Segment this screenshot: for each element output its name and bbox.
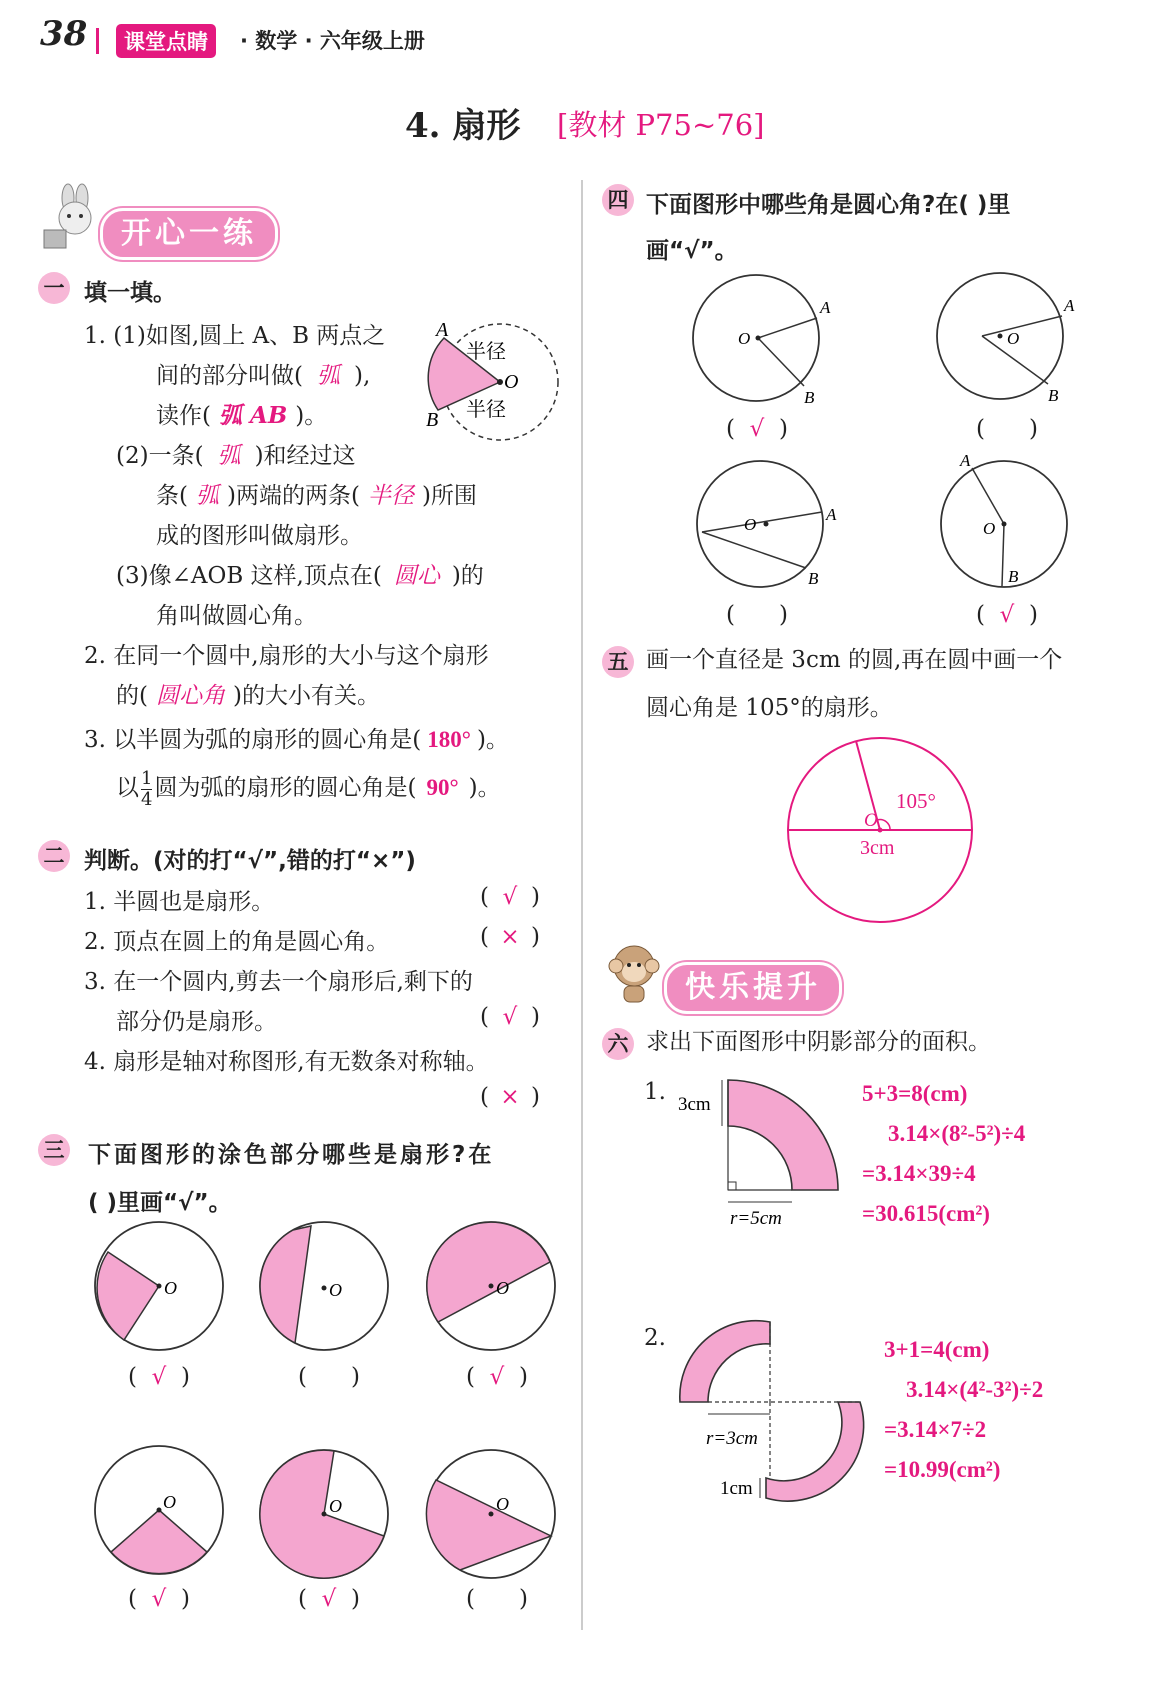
svg-text:B: B <box>804 388 815 407</box>
page-number: 38 <box>40 14 88 54</box>
section-title: 判断。(对的打“√”,错的打“×”) <box>84 848 416 874</box>
answer-paren: ( ) <box>976 416 1038 442</box>
solution-line: 3.14×(4²-3²)÷2 <box>906 1377 1044 1402</box>
svg-text:O: O <box>164 1278 177 1298</box>
radius-label: 半径 <box>466 399 506 421</box>
judge-item: 4. 扇形是轴对称图形,有无数条对称轴。 <box>84 1049 489 1075</box>
svg-text:A: A <box>820 298 831 317</box>
rabbit-mascot-icon <box>38 182 108 256</box>
series-tag: 课堂点睛 <box>116 24 216 58</box>
svg-text:O: O <box>329 1280 342 1300</box>
problem-number: 2. <box>644 1325 666 1351</box>
answer-text: 弧 <box>316 363 340 389</box>
svg-text:B: B <box>808 569 819 588</box>
svg-text:O: O <box>738 329 751 348</box>
half-ring-figure <box>670 1318 870 1518</box>
q3-line-b: 以 $\frac{1}{4}$ 圆为弧的扇形的圆心角是( 90° )。 <box>116 767 501 810</box>
answer-paren: ( ) <box>726 602 788 628</box>
solution-line: =10.99(cm²) <box>884 1457 1001 1482</box>
answer-paren: ( ) <box>466 1586 528 1612</box>
svg-text:O: O <box>1007 329 1020 348</box>
q1-1-line-b: 间的部分叫做( 弧 ), <box>156 363 371 389</box>
svg-text:O: O <box>744 515 757 534</box>
answer-paren: ( ) <box>298 1364 360 1390</box>
answer-text: 弧 AB <box>218 402 288 429</box>
section-number: 四 <box>602 184 634 216</box>
answer-paren: ( × ) <box>480 1084 540 1110</box>
q3-line-a: 3. 以半圆为弧的扇形的圆心角是( 180° )。 <box>84 727 509 753</box>
sector-figure <box>420 314 570 454</box>
svg-text:3cm: 3cm <box>678 1094 711 1115</box>
solution-line: 3+1=4(cm) <box>884 1337 990 1362</box>
point-a-label: A <box>436 319 449 341</box>
quarter-ring-figure <box>670 1072 850 1232</box>
answer-text: 半径 <box>367 483 414 509</box>
q1-1-line-c: 读作( 弧 AB )。 <box>156 402 328 429</box>
q2-line-b: 的( 圆心角 )的大小有关。 <box>116 683 380 709</box>
svg-text:1cm: 1cm <box>720 1478 753 1499</box>
judge-item: 1. 半圆也是扇形。 <box>84 889 275 915</box>
answer-paren: ( √ ) <box>128 1586 190 1612</box>
answer-paren: ( √ ) <box>480 1004 540 1030</box>
svg-text:O: O <box>983 519 996 538</box>
svg-text:A: A <box>826 505 837 524</box>
point-o-label: O <box>504 371 519 393</box>
svg-text:O: O <box>496 1494 509 1514</box>
section-title: 填一填。 <box>84 280 176 306</box>
solution-line: =3.14×7÷2 <box>884 1417 987 1442</box>
section-number: 六 <box>602 1028 634 1060</box>
svg-text:3cm: 3cm <box>860 837 895 859</box>
section-title-cont: 圆心角是 105°的扇形。 <box>646 695 893 721</box>
q1-3-line-a: (3)像∠AOB 这样,顶点在( 圆心 )的 <box>116 563 484 589</box>
answer-text: 弧 <box>217 443 241 469</box>
answer-paren: ( √ ) <box>466 1364 528 1390</box>
solution-line: =30.615(cm²) <box>862 1201 990 1226</box>
section-title-cont: 画“√”。 <box>646 238 738 264</box>
answer-text: 弧 <box>195 483 219 509</box>
svg-text:O: O <box>163 1492 176 1512</box>
page-title: 4. 扇形 <box>405 106 521 146</box>
section-number: 五 <box>602 646 634 678</box>
section-title: 求出下面图形中阴影部分的面积。 <box>646 1029 991 1055</box>
svg-text:O: O <box>864 810 878 831</box>
practice-banner: 开心一练 <box>100 208 278 260</box>
advance-banner: 快乐提升 <box>664 962 842 1014</box>
section-title: 画一个直径是 3cm 的圆,再在圆中画一个 <box>646 647 1063 673</box>
judge-item: 3. 在一个圆内,剪去一个扇形后,剩下的 <box>84 969 473 995</box>
section-title-cont: ( )里画“√”。 <box>88 1190 232 1216</box>
q1-1-line-a: 1. (1)如图,圆上 A、B 两点之 <box>84 323 386 349</box>
section-number: 三 <box>38 1134 70 1166</box>
sector-drawing <box>780 730 980 930</box>
svg-text:A: A <box>960 451 971 470</box>
textbook-reference: [教材 P75~76] <box>557 108 765 142</box>
header-divider <box>96 28 99 54</box>
monkey-mascot-icon <box>600 936 670 1010</box>
answer-paren: ( √ ) <box>976 602 1038 628</box>
column-divider <box>581 180 583 1630</box>
svg-text:O: O <box>496 1278 509 1298</box>
solution-line: 5+3=8(cm) <box>862 1081 968 1106</box>
svg-text:r=5cm: r=5cm <box>730 1208 782 1229</box>
problem-number: 1. <box>644 1079 666 1105</box>
section-title: 下面图形的涂色部分哪些是扇形?在 <box>88 1142 495 1168</box>
answer-text: 180° <box>427 727 471 752</box>
q1-2-line-c: 成的图形叫做扇形。 <box>156 523 363 549</box>
q1-2-line-a: (2)一条( 弧 )和经过这 <box>116 443 356 469</box>
svg-text:B: B <box>1048 386 1059 405</box>
section-title: 下面图形中哪些角是圆心角?在( )里 <box>646 192 1011 218</box>
header-subtitle: · 数学 · 六年级上册 <box>240 29 425 53</box>
answer-text: 圆心角 <box>155 683 225 709</box>
answer-text: 90° <box>426 775 459 800</box>
q1-2-line-b: 条( 弧 )两端的两条( 半径 )所围 <box>156 483 477 509</box>
answer-paren: ( √ ) <box>726 416 788 442</box>
sector-choice-figures <box>80 1218 580 1618</box>
answer-paren: ( × ) <box>480 924 540 950</box>
svg-text:r=3cm: r=3cm <box>706 1428 758 1449</box>
q2-line-a: 2. 在同一个圆中,扇形的大小与这个扇形 <box>84 643 489 669</box>
judge-item: 部分仍是扇形。 <box>116 1009 277 1035</box>
radius-label: 半径 <box>466 341 506 363</box>
solution-line: =3.14×39÷4 <box>862 1161 976 1186</box>
answer-text: 圆心 <box>393 563 440 589</box>
judge-item: 2. 顶点在圆上的角是圆心角。 <box>84 929 390 955</box>
answer-paren: ( √ ) <box>298 1586 360 1612</box>
svg-text:105°: 105° <box>896 789 936 813</box>
svg-text:O: O <box>329 1496 342 1516</box>
answer-paren: ( √ ) <box>128 1364 190 1390</box>
svg-text:B: B <box>1008 567 1019 586</box>
answer-paren: ( √ ) <box>480 884 540 910</box>
solution-line: 3.14×(8²-5²)÷4 <box>888 1121 1026 1146</box>
q1-3-line-b: 角叫做圆心角。 <box>156 603 317 629</box>
point-b-label: B <box>426 409 439 431</box>
section-number: 二 <box>38 840 70 872</box>
section-number: 一 <box>38 272 70 304</box>
svg-text:A: A <box>1064 296 1075 315</box>
